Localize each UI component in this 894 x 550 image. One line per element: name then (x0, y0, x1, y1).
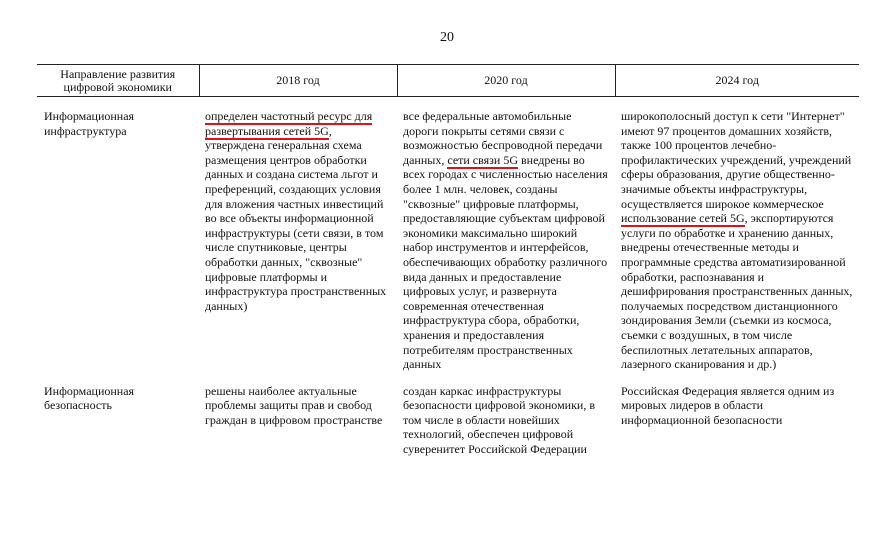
table-header-row (37, 65, 859, 97)
cell-text: все федеральные автомобильные дороги покрыты сетями связи с возможностью беспроводной передачи данных, (403, 109, 603, 167)
highlighted-text: развертывания сетей 5G (205, 123, 329, 138)
digital-economy-table (37, 64, 859, 457)
cell-text: широкополосный доступ к сети "Интернет" имеют 97 процентов домашних хозяйств, также 100 процентов лечебно-профилактических учреждений, учреждений сферы образования, другие общественно-значимые объекты инфраструктуры, осуществляется широкое коммерческое (621, 109, 852, 211)
table-row (37, 97, 859, 384)
cell-security-2018: решены наиболее актуальные проблемы защиты прав и свобод граждан в цифровом пространстве (205, 383, 383, 427)
header-direction: Направление развития цифровой экономики (37, 65, 199, 97)
cell-text: , утверждена генеральная схема размещения центров обработки данных и создана система льгот и преференций, создающих условия для вложения частных инвестиций во все объекты информационной инфраструктуры (сети связи, в том числе спутниковые, центры обработки данных, "сквозные" цифровые платформы и инфраструктура пространственных данных) (205, 123, 387, 313)
cell-infrastructure-2018 (199, 97, 397, 384)
cell-infrastructure-2020 (397, 97, 615, 384)
header-2018: 2018 год (199, 65, 397, 97)
highlighted-text: использование сетей 5G (621, 211, 745, 226)
cell-security-2020: создан каркас инфраструктуры безопасности цифровой экономики, в том числе в области новейших технологий, обеспечен цифровой суверенитет Российской Федерации (403, 383, 595, 457)
cell-security-2024: Российская Федерация является одним из мировых лидеров в области информационной безопасности (621, 383, 835, 427)
table-row (37, 384, 859, 457)
cell-text: , экспортируются услуги по обработке и хранению данных, внедрены отечественные методы и программные средства автоматизированной обработки, распознавания и дешифрирования пространственных данных, получаемых посредством дистанционного зондирования Земли (съемки из космоса, съемки с воздушных, в том числе беспилотных летательных аппаратов, лазерного сканирования и др.) (621, 211, 853, 372)
row-direction-security: Информационная безопасность (44, 383, 135, 413)
cell-text: внедрены во всех городах с численностью населения более 1 млн. человек, созданы "сквозные" цифровые платформы, предоставляющие субъектам цифровой экономики максимально широкий набор инструментов и интерфейсов, обеспечивающих обработку различного вида данных и предоставление цифровых услуг, и развернута современная отечественная инфраструктура сбора, обработки, хранения и предоставления потребителям пространственных данных (403, 152, 608, 372)
highlighted-text: сети связи 5G (447, 152, 518, 167)
highlighted-text: определен частотный ресурс для (205, 109, 373, 123)
header-2024: 2024 год (615, 65, 859, 97)
page-number: 20 (440, 30, 454, 45)
cell-infrastructure-2024 (615, 97, 859, 384)
header-2020: 2020 год (397, 65, 615, 97)
row-direction-infrastructure: Информационная инфраструктура (44, 109, 135, 138)
